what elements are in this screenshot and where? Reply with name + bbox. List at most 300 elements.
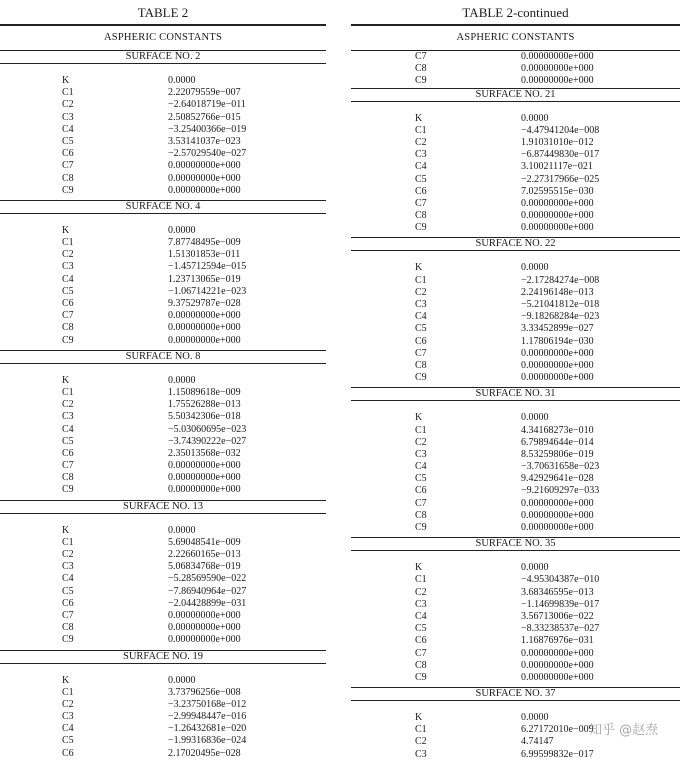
table-row [0,136,326,148]
coefficient-value: −5.21041812e−018 [521,299,600,310]
table-row [0,298,326,310]
table-row [0,148,326,160]
coefficient-label: C8 [62,472,74,484]
coefficient-value: 7.87748495e−009 [168,237,241,249]
table-row [351,198,680,210]
table-row [351,63,680,75]
table-row [351,360,680,372]
table-row [351,437,680,449]
spacer [351,102,680,113]
table-row [351,348,680,360]
coefficient-value: 3.53141037e−023 [168,135,241,147]
coefficient-label: C3 [62,561,74,573]
coefficient-value: −2.99948447e−016 [168,711,247,723]
surface-title: SURFACE NO. 8 [125,350,201,362]
coefficient-value: 0.0000 [521,712,549,724]
surface-title: SURFACE NO. 19 [122,650,204,662]
coefficient-label: C2 [62,249,74,261]
surface-title: SURFACE NO. 13 [122,500,204,512]
table-caption: ASPHERIC CONSTANTS [104,32,222,43]
coefficient-value: 2.24196148e−013 [521,286,594,298]
spacer [0,214,326,225]
table-row [0,87,326,99]
coefficient-label: C5 [415,323,427,335]
coefficient-value: 0.0000 [521,412,549,424]
coefficient-label: C5 [415,173,427,185]
coefficient-value: 1.23713065e−019 [168,273,241,285]
coefficient-label: C9 [415,222,427,234]
coefficient-label: C9 [62,184,74,196]
spacer [0,664,326,675]
coefficient-value: 0.00000000e+000 [168,622,241,634]
coefficient-value: −5.28569590e−022 [168,573,247,585]
table-left [0,0,326,763]
coefficient-label: C1 [62,237,74,249]
table-row [0,537,326,549]
table-row [0,675,326,687]
table-row [351,498,680,510]
table-row [351,149,680,161]
coefficient-label: C8 [415,359,427,371]
table-row [351,210,680,222]
coefficient-value: −3.23750168e−012 [168,698,247,710]
coefficient-value: 3.10021117e−021 [521,161,593,173]
coefficient-value: 1.75526288e−013 [168,399,241,411]
coefficient-label: C6 [62,747,74,759]
table-row [0,124,326,136]
coefficient-label: C8 [415,659,427,671]
table-row [351,51,680,63]
table-row [0,735,326,747]
coefficient-value: 0.00000000e+000 [521,671,594,683]
coefficient-value: 0.0000 [521,562,549,574]
coefficient-label: C2 [62,99,74,111]
coefficient-value: 0.00000000e+000 [168,472,241,484]
table-row [0,185,326,197]
table-row [0,411,326,423]
table-row [351,522,680,534]
surface-title: SURFACE NO. 37 [475,688,556,700]
table-row [351,485,680,497]
table-caption: ASPHERIC CONSTANTS [456,32,575,43]
table-row [351,125,680,137]
table-row [351,412,680,424]
table-row [351,336,680,348]
table-row [351,449,680,461]
surface-title: SURFACE NO. 2 [125,51,201,62]
coefficient-value: −5.03060695e−023 [168,423,247,435]
table-row [351,510,680,522]
coefficient-label: C6 [415,335,427,347]
table-row [351,562,680,574]
table-row [0,387,326,399]
coefficient-label: C5 [62,285,74,297]
coefficient-label: C7 [62,160,74,172]
coefficient-label: C4 [415,461,427,473]
coefficient-value: −3.74390222e−027 [168,435,247,447]
coefficient-label: C3 [62,411,74,423]
coefficient-value: −1.26432681e−020 [168,723,247,735]
coefficient-label: C4 [62,723,74,735]
coefficient-value: −2.17284274e−008 [521,274,600,286]
table-body [0,51,326,763]
table-row [0,561,326,573]
coefficient-label: C2 [62,549,74,560]
coefficient-value: −1.06714221e−023 [168,285,247,297]
coefficient-label: C9 [415,372,427,384]
table-row [0,484,326,496]
coefficient-value: 0.00000000e+000 [521,659,594,671]
coefficient-value: −2.27317966e−025 [521,173,600,185]
coefficient-label: C9 [415,522,427,533]
coefficient-label: K [415,412,423,424]
coefficient-label: C1 [415,574,427,586]
table-row [0,160,326,172]
table-row [0,687,326,699]
table-row [0,699,326,711]
coefficient-label: C6 [62,597,74,609]
coefficient-label: C6 [62,298,74,309]
surface-title: SURFACE NO. 22 [475,238,556,250]
table-row [351,275,680,287]
coefficient-value: −9.18268284e−023 [521,311,600,323]
coefficient-label: C9 [62,334,74,346]
coefficient-value: 6.79894644e−014 [521,436,594,448]
table-row [351,311,680,323]
coefficient-value: 0.00000000e+000 [521,222,594,234]
coefficient-label: K [415,112,423,124]
coefficient-value: −9.21609297e−033 [521,485,600,497]
coefficient-label: K [62,374,70,386]
coefficient-value: 0.00000000e+000 [168,160,241,172]
table-row [351,287,680,299]
coefficient-value: 0.00000000e+000 [521,522,594,533]
table-row [0,598,326,610]
coefficient-label: C5 [62,735,74,747]
coefficient-label: C1 [415,424,427,436]
coefficient-label: C7 [415,51,427,62]
spacer [0,364,326,375]
table-row [0,261,326,273]
table-row [0,436,326,448]
coefficient-label: K [62,224,70,236]
table-row [0,748,326,760]
spacer [351,551,680,562]
coefficient-label: K [415,562,423,574]
coefficient-label: C1 [62,386,74,398]
coefficient-label: C7 [62,310,74,322]
table-row [351,749,680,761]
coefficient-value: 0.00000000e+000 [168,609,241,621]
coefficient-value: 0.00000000e+000 [521,509,594,521]
coefficient-label: C8 [62,172,74,184]
coefficient-label: C5 [415,473,427,485]
coefficient-value: −2.04428899e−031 [168,597,247,609]
coefficient-label: C3 [415,748,427,760]
table-body [351,51,680,764]
coefficient-value: 0.00000000e+000 [521,647,594,659]
coefficient-value: −4.95304387e−010 [521,574,600,586]
coefficient-label: C5 [62,585,74,597]
table-row [351,75,680,87]
table-row [0,610,326,622]
coefficient-label: C2 [415,136,427,148]
coefficient-label: C2 [62,399,74,411]
coefficient-label: K [62,524,70,536]
coefficient-label: C8 [415,63,427,75]
coefficient-label: C1 [62,87,74,99]
coefficient-label: C8 [62,322,74,334]
coefficient-label: C9 [415,75,427,87]
coefficient-value: 0.0000 [521,112,549,124]
table-row [0,622,326,634]
coefficient-label: K [415,712,423,724]
table-row [0,335,326,347]
coefficient-value: 0.00000000e+000 [521,210,594,222]
coefficient-value: −1.45712594e−015 [168,261,247,273]
coefficient-value: 0.00000000e+000 [168,484,241,496]
coefficient-value: 0.00000000e+000 [521,372,594,384]
table-row [351,623,680,635]
coefficient-label: C3 [62,261,74,273]
surface-title: SURFACE NO. 4 [125,200,201,212]
coefficient-value: 5.06834768e−019 [168,561,241,573]
coefficient-label: C6 [62,148,74,160]
coefficient-label: C6 [415,185,427,197]
table-row [351,186,680,198]
table-row [0,322,326,334]
table-row [351,587,680,599]
coefficient-label: C1 [415,124,427,136]
coefficient-label: C5 [62,135,74,147]
coefficient-value: 0.00000000e+000 [521,51,594,62]
coefficient-label: C6 [415,635,427,647]
coefficient-value: 0.0000 [168,374,196,386]
coefficient-label: K [62,674,70,686]
coefficient-value: 2.22660165e−013 [168,549,241,560]
coefficient-value: 0.00000000e+000 [521,497,594,509]
coefficient-value: 2.22079559e−007 [168,87,241,99]
coefficient-label: C9 [62,484,74,496]
coefficient-label: C2 [415,436,427,448]
table-row [0,549,326,561]
table-row [351,599,680,611]
table-title: TABLE 2 [137,5,189,20]
table-row [0,225,326,237]
coefficient-value: 0.00000000e+000 [168,310,241,322]
coefficient-value: 0.00000000e+000 [521,197,594,209]
table-row [0,399,326,411]
watermark: 知乎 @赵焘 [589,723,659,738]
coefficient-value: 0.00000000e+000 [521,347,594,359]
coefficient-label: C4 [62,123,74,135]
coefficient-value: 0.00000000e+000 [521,63,594,75]
surface-title: SURFACE NO. 21 [475,88,556,100]
coefficient-label: C1 [415,724,427,736]
table-row [0,99,326,111]
coefficient-label: K [415,262,423,274]
coefficient-label: C1 [415,274,427,286]
spacer [351,761,680,764]
coefficient-label: C3 [415,299,427,310]
coefficient-label: C3 [415,448,427,460]
coefficient-value: 8.53259806e−019 [521,448,594,460]
coefficient-value: −3.70631658e−023 [521,461,600,473]
coefficient-value: −7.86940964e−027 [168,585,247,597]
surface-title: SURFACE NO. 31 [475,388,556,400]
coefficient-value: 0.0000 [168,674,196,686]
coefficient-label: K [62,75,70,86]
coefficient-label: C8 [415,210,427,222]
table-row [0,249,326,261]
table-row [0,112,326,124]
table-row [0,75,326,87]
coefficient-value: 0.0000 [168,75,196,86]
coefficient-label: C4 [62,573,74,585]
coefficient-label: C4 [62,423,74,435]
coefficient-value: 4.74147 [521,736,554,748]
coefficient-value: 1.15089618e−009 [168,386,241,398]
table-row [351,461,680,473]
coefficient-label: C4 [415,311,427,323]
table-row [0,448,326,460]
coefficient-label: C8 [62,622,74,634]
coefficient-label: C3 [62,711,74,723]
table-row [0,711,326,723]
table-row [351,161,680,173]
table-row [351,137,680,149]
coefficient-label: C7 [415,197,427,209]
table-row [351,113,680,125]
coefficient-value: −2.64018719e−011 [168,99,246,111]
coefficient-value: 3.68346595e−013 [521,586,594,598]
table-row [351,174,680,186]
coefficient-label: C9 [415,671,427,683]
coefficient-label: C9 [62,634,74,646]
coefficient-value: −6.87449830e−017 [521,149,600,161]
table-row [0,237,326,249]
coefficient-value: 0.0000 [521,262,549,274]
coefficient-value: −2.57029540e−027 [168,148,247,160]
table-row [0,472,326,484]
coefficient-value: 6.27172010e−009 [521,724,594,736]
coefficient-value: −4.47941204e−008 [521,124,600,136]
coefficient-label: C4 [62,273,74,285]
coefficient-value: 4.34168273e−010 [521,424,594,436]
coefficient-value: 1.91031010e−012 [521,136,594,148]
table-row [351,672,680,684]
coefficient-label: C2 [415,286,427,298]
table-row [351,262,680,274]
table-row [351,299,680,311]
table-row [0,173,326,185]
table-row [351,648,680,660]
coefficient-label: C3 [62,111,74,123]
coefficient-value: −1.99316836e−024 [168,735,247,747]
coefficient-value: 5.50342306e−018 [168,411,241,423]
coefficient-value: 3.73796256e−008 [168,686,241,698]
coefficient-value: 9.37529787e−028 [168,298,241,309]
table-row [351,222,680,234]
table-right [351,0,680,764]
spacer [351,251,680,262]
spacer [351,701,680,712]
coefficient-label: C7 [62,609,74,621]
coefficient-label: C2 [415,736,427,748]
coefficient-value: 0.0000 [168,524,196,536]
coefficient-label: C5 [415,623,427,635]
table-row [0,460,326,472]
table-row [0,274,326,286]
coefficient-value: 1.16876976e−031 [521,635,594,647]
coefficient-value: −8.33238537e−027 [521,623,600,635]
table-row [0,586,326,598]
coefficient-label: C2 [415,586,427,598]
coefficient-label: C1 [62,536,74,548]
table-row [351,660,680,672]
coefficient-value: −1.14699839e−017 [521,598,600,610]
table-row [351,611,680,623]
table-row [0,310,326,322]
coefficient-value: 2.50852766e−015 [168,111,241,123]
coefficient-label: C4 [415,161,427,173]
coefficient-value: 6.99599832e−017 [521,748,594,760]
table-row [351,473,680,485]
coefficient-value: 7.02595515e−030 [521,185,594,197]
table-row [0,573,326,585]
coefficient-label: C7 [62,460,74,472]
coefficient-value: 1.51301853e−011 [168,249,241,261]
coefficient-value: 0.00000000e+000 [521,75,594,87]
table-row [0,286,326,298]
coefficient-label: C1 [62,686,74,698]
table-row [0,723,326,735]
coefficient-value: −3.25400366e−019 [168,123,247,135]
table-row [351,372,680,384]
table-row [351,425,680,437]
spacer [351,401,680,412]
table-row [0,424,326,436]
coefficient-label: C4 [415,610,427,622]
coefficient-value: 2.35013568e−032 [168,447,241,459]
coefficient-value: 3.56713006e−022 [521,610,594,622]
coefficient-value: 9.42929641e−028 [521,473,594,485]
coefficient-value: 2.17020495e−028 [168,747,241,759]
coefficient-value: 0.00000000e+000 [168,334,241,346]
coefficient-label: C7 [415,347,427,359]
coefficient-label: C5 [62,435,74,447]
coefficient-value: 3.33452899e−027 [521,323,594,335]
coefficient-value: 0.00000000e+000 [521,359,594,371]
table-row [351,323,680,335]
coefficient-label: C6 [62,447,74,459]
coefficient-label: C8 [415,509,427,521]
table-row [351,635,680,647]
table-row [0,634,326,646]
table-row [351,574,680,586]
coefficient-label: C3 [415,598,427,610]
table-title: TABLE 2-continued [462,5,569,20]
coefficient-value: 0.00000000e+000 [168,634,241,646]
coefficient-label: C6 [415,485,427,497]
spacer [0,760,326,763]
table-row [0,375,326,387]
coefficient-value: 0.00000000e+000 [168,322,241,334]
coefficient-value: 0.0000 [168,224,196,236]
coefficient-label: C7 [415,647,427,659]
coefficient-label: C3 [415,149,427,161]
coefficient-value: 5.69048541e−009 [168,536,241,548]
